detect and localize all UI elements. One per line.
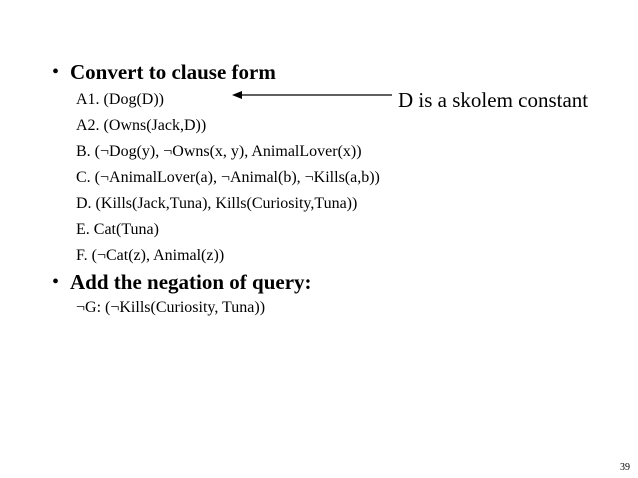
bullet-marker: • (52, 61, 60, 83)
section-heading-negation: Add the negation of query: (70, 270, 312, 294)
clause-b: B. (¬Dog(y), ¬Owns(x, y), AnimalLover(x)) (76, 143, 362, 160)
clause-f: F. (¬Cat(z), Animal(z)) (76, 247, 225, 264)
bullet-marker: • (52, 271, 60, 293)
page-number: 39 (620, 462, 630, 473)
clause-e: E. Cat(Tuna) (76, 221, 159, 238)
clause-a1: A1. (Dog(D)) (76, 91, 164, 108)
section-heading-clause-form: Convert to clause form (70, 60, 276, 84)
clause-c: C. (¬AnimalLover(a), ¬Animal(b), ¬Kills(a,b)) (76, 169, 380, 186)
clause-d: D. (Kills(Jack,Tuna), Kills(Curiosity,Tuna)) (76, 195, 358, 212)
skolem-annotation: D is a skolem constant (398, 88, 589, 112)
clause-a2: A2. (Owns(Jack,D)) (76, 117, 207, 134)
left-arrow-icon (232, 89, 392, 101)
negated-goal: ¬G: (¬Kills(Curiosity, Tuna)) (76, 299, 266, 316)
